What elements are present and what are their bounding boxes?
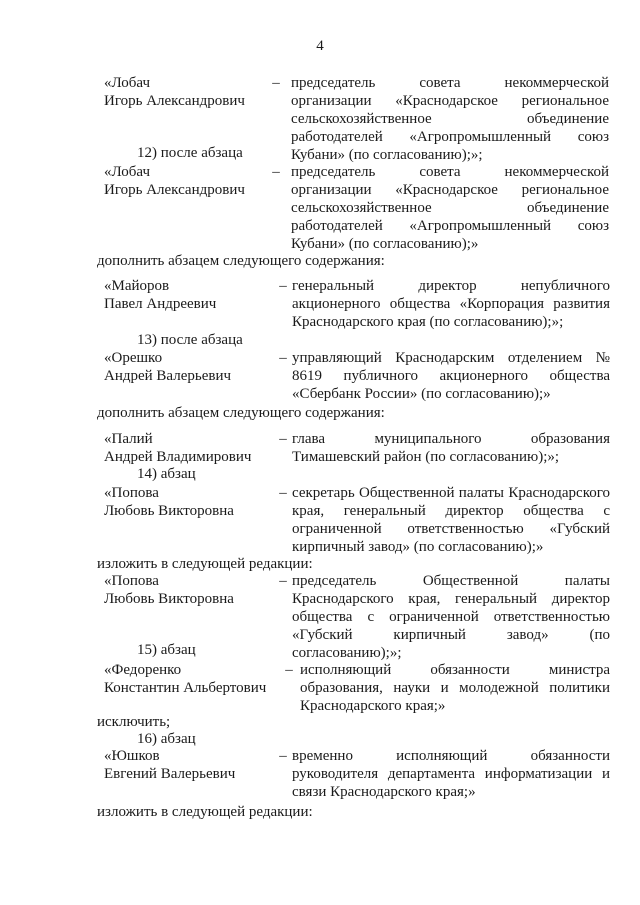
entry-surname: «Попова	[104, 485, 159, 501]
entry-dash: –	[279, 573, 287, 589]
item-16-heading: 16) абзац	[137, 731, 196, 747]
entry-given-name: Константин Альбертович	[104, 680, 267, 696]
entry-description: временно исполняющий обязанности руководителя департамента информатизации и связи Краснодарского края;»	[292, 748, 610, 800]
entry-description: секретарь Общественной палаты Краснодарского края, генеральный директор общества с ограниченной ответственностью «Губский кирпичный завод» (по согласованию);»	[292, 485, 610, 555]
exclude-instruction: исключить;	[97, 714, 171, 730]
entry-given-name: Любовь Викторовна	[104, 503, 234, 519]
entry-description: председатель совета некоммерческой организации «Краснодарское региональное сельскохозяйственное объединение работодателей «Агропромышленный союз Кубани» (по согласованию);»	[291, 164, 609, 252]
entry-dash: –	[272, 164, 280, 180]
page-number: 4	[316, 38, 324, 54]
entry-surname: «Попова	[104, 573, 159, 589]
item-14-heading: 14) абзац	[137, 466, 196, 482]
entry-surname: «Палий	[104, 431, 153, 447]
entry-surname: «Орешко	[104, 350, 163, 366]
edit-instruction: изложить в следующей редакции:	[97, 556, 313, 572]
entry-given-name: Павел Андреевич	[104, 296, 217, 312]
entry-description: председатель совета некоммерческой организации «Краснодарское региональное сельскохозяйственное объединение работодателей «Агропромышленный союз Кубани» (по согласованию);»;	[291, 75, 609, 163]
entry-dash: –	[279, 485, 287, 501]
item-13-heading: 13) после абзаца	[137, 332, 243, 348]
entry-name	[104, 430, 274, 466]
item-15-heading: 15) абзац	[137, 642, 196, 658]
entry-surname: «Юшков	[104, 748, 160, 764]
entry-given-name: Любовь Викторовна	[104, 591, 234, 607]
entry-given-name: Андрей Валерьевич	[104, 368, 232, 384]
entry-dash: –	[279, 278, 287, 294]
entry-description: генеральный директор непубличного акционерного общества «Корпорация развития Краснодарского края (по согласованию);»;	[292, 278, 610, 330]
entry-name	[104, 349, 274, 385]
entry-dash: –	[272, 75, 280, 91]
entry-name	[104, 74, 274, 110]
entry-description: председатель Общественной палаты Краснодарского края, генеральный директор общества с ограниченной ответственностью «Губский кирпичный завод» (по согласованию);»;	[292, 573, 610, 661]
entry-description: глава муниципального образования Тимашевский район (по согласованию);»;	[292, 431, 610, 465]
add-paragraph-instruction: дополнить абзацем следующего содержания:	[97, 253, 385, 269]
entry-dash: –	[279, 350, 287, 366]
entry-name	[104, 277, 274, 313]
add-paragraph-instruction: дополнить абзацем следующего содержания:	[97, 405, 385, 421]
entry-given-name: Андрей Владимирович	[104, 449, 252, 465]
entry-given-name: Евгений Валерьевич	[104, 766, 236, 782]
entry-given-name: Игорь Александрович	[104, 182, 245, 198]
entry-given-name: Игорь Александрович	[104, 93, 245, 109]
entry-name	[104, 572, 274, 608]
entry-dash: –	[279, 748, 287, 764]
edit-instruction: изложить в следующей редакции:	[97, 804, 313, 820]
entry-name	[104, 747, 274, 783]
entry-surname: «Лобач	[104, 164, 151, 180]
entry-dash: –	[279, 431, 287, 447]
entry-name	[104, 163, 274, 199]
entry-description: управляющий Краснодарским отделением № 8619 публичного акционерного общества «Сбербанк России» (по согласованию);»	[292, 350, 610, 402]
entry-name	[104, 661, 284, 697]
item-12-heading: 12) после абзаца	[137, 145, 243, 161]
entry-surname: «Лобач	[104, 75, 151, 91]
entry-dash: –	[285, 662, 293, 678]
entry-surname: «Федоренко	[104, 662, 182, 678]
entry-surname: «Майоров	[104, 278, 170, 294]
entry-description: исполняющий обязанности министра образования, науки и молодежной политики Краснодарского края;»	[300, 662, 610, 714]
entry-name	[104, 484, 274, 520]
